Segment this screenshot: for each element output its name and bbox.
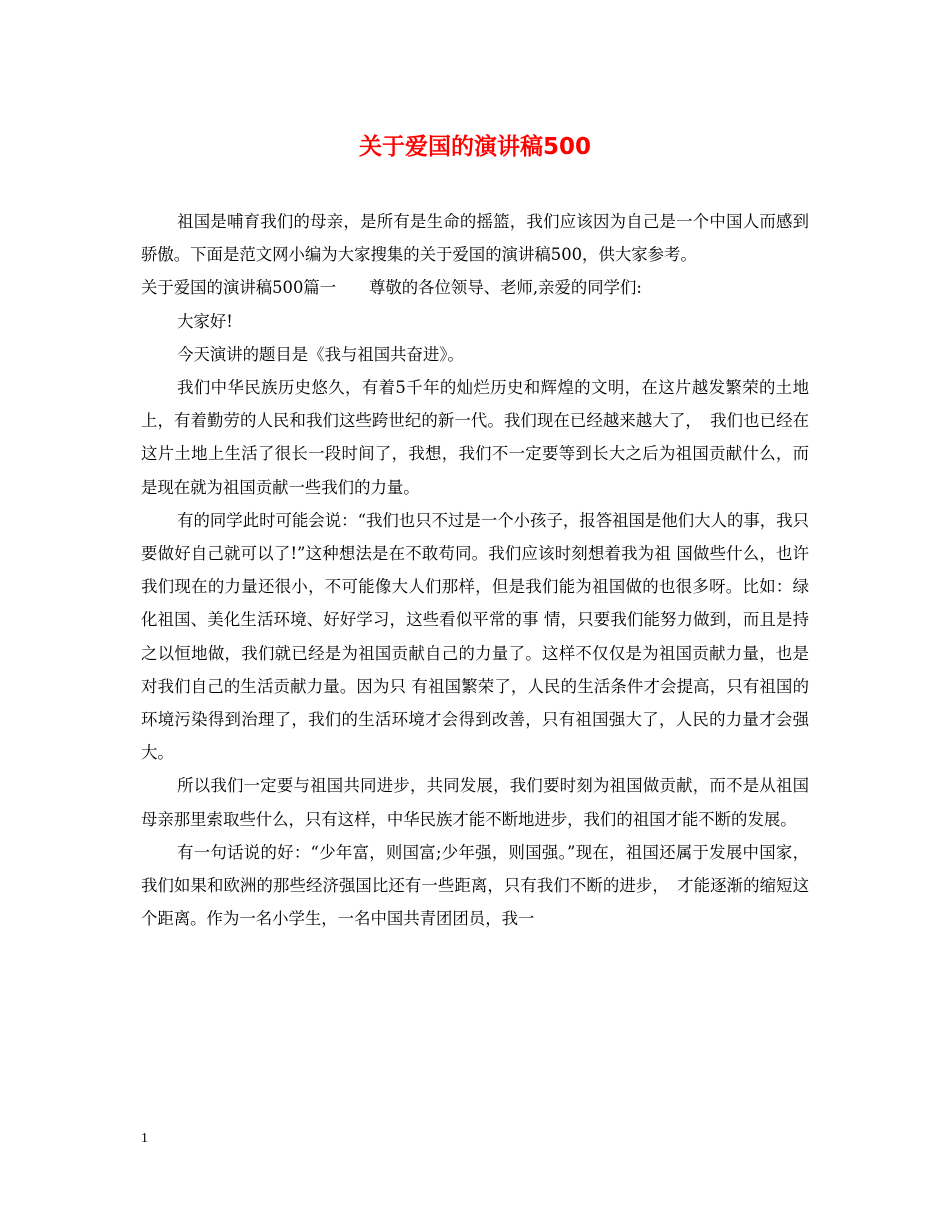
paragraph-contribution: 有的同学此时可能会说：“我们也只不过是一个小孩子，报答祖国是他们大人的事，我只要做好自己就可以了!”这种想法是在不敢苟同。我们应该时刻想着我为祖 国做些什么，也许我们现在的力量还很小，不可能像大人们那样，但是我们能为祖国做的也很多呀。比如：绿化祖国、美化生活环境、好好学习，这些看似平常的事 情，只要我们能努力做到，而且是持之以恒地做，我们就已经是为祖国贡献自己的力量了。这样不仅仅是为祖国贡献力量，也是对我们自己的生活贡献力量。因为只 有祖国繁荣了，人民的生活条件才会提高，只有祖国的环境污染得到治理了，我们的生活环境才会得到改善，只有祖国强大了，人民的力量才会强大。 [141, 510, 809, 763]
paragraph-progress: 所以我们一定要与祖国共同进步，共同发展，我们要时刻为祖国做贡献，而不是从祖国母亲那里索取些什么，只有这样，中华民族才能不断地进步，我们的祖国才能不断的发展。 [141, 776, 809, 829]
paragraph-history: 我们中华民族历史悠久，有着5千年的灿烂历史和辉煌的文明，在这片越发繁荣的土地上，有着勤劳的人民和我们这些跨世纪的新一代。我们现在已经越来越大了， 我们也已经在这片土地上生活了很长一段时间了，我想，我们不一定要等到长大之后为祖国贡献什么，而是现在就为祖国贡献一些我们的力量。 [141, 378, 809, 497]
paragraph-greeting: 大家好! [177, 311, 233, 331]
document-title: 关于爱国的演讲稿500 [358, 134, 591, 160]
paragraph-topic: 今天演讲的题目是《我与祖国共奋进》。 [177, 344, 464, 364]
paragraph-youth: 有一句话说的好：“少年富，则国富;少年强，则国强。”现在，祖国还属于发展中国家，我们如果和欧洲的那些经济强国比还有一些距离，只有我们不断的进步， 才能逐渐的缩短这个距离。作为一名小学生，一名中国共青团团员，我一 [141, 842, 809, 929]
page-number: 1 [141, 1131, 148, 1146]
document-body [141, 205, 809, 935]
paragraph-speech-heading: 关于爱国的演讲稿500篇一 尊敬的各位领导、老师,亲爱的同学们: [141, 278, 642, 298]
paragraph-intro: 祖国是哺育我们的母亲，是所有是生命的摇篮，我们应该因为自己是一个中国人而感到骄傲。下面是范文网小编为大家搜集的关于爱国的演讲稿500，供大家参考。 [141, 212, 809, 265]
